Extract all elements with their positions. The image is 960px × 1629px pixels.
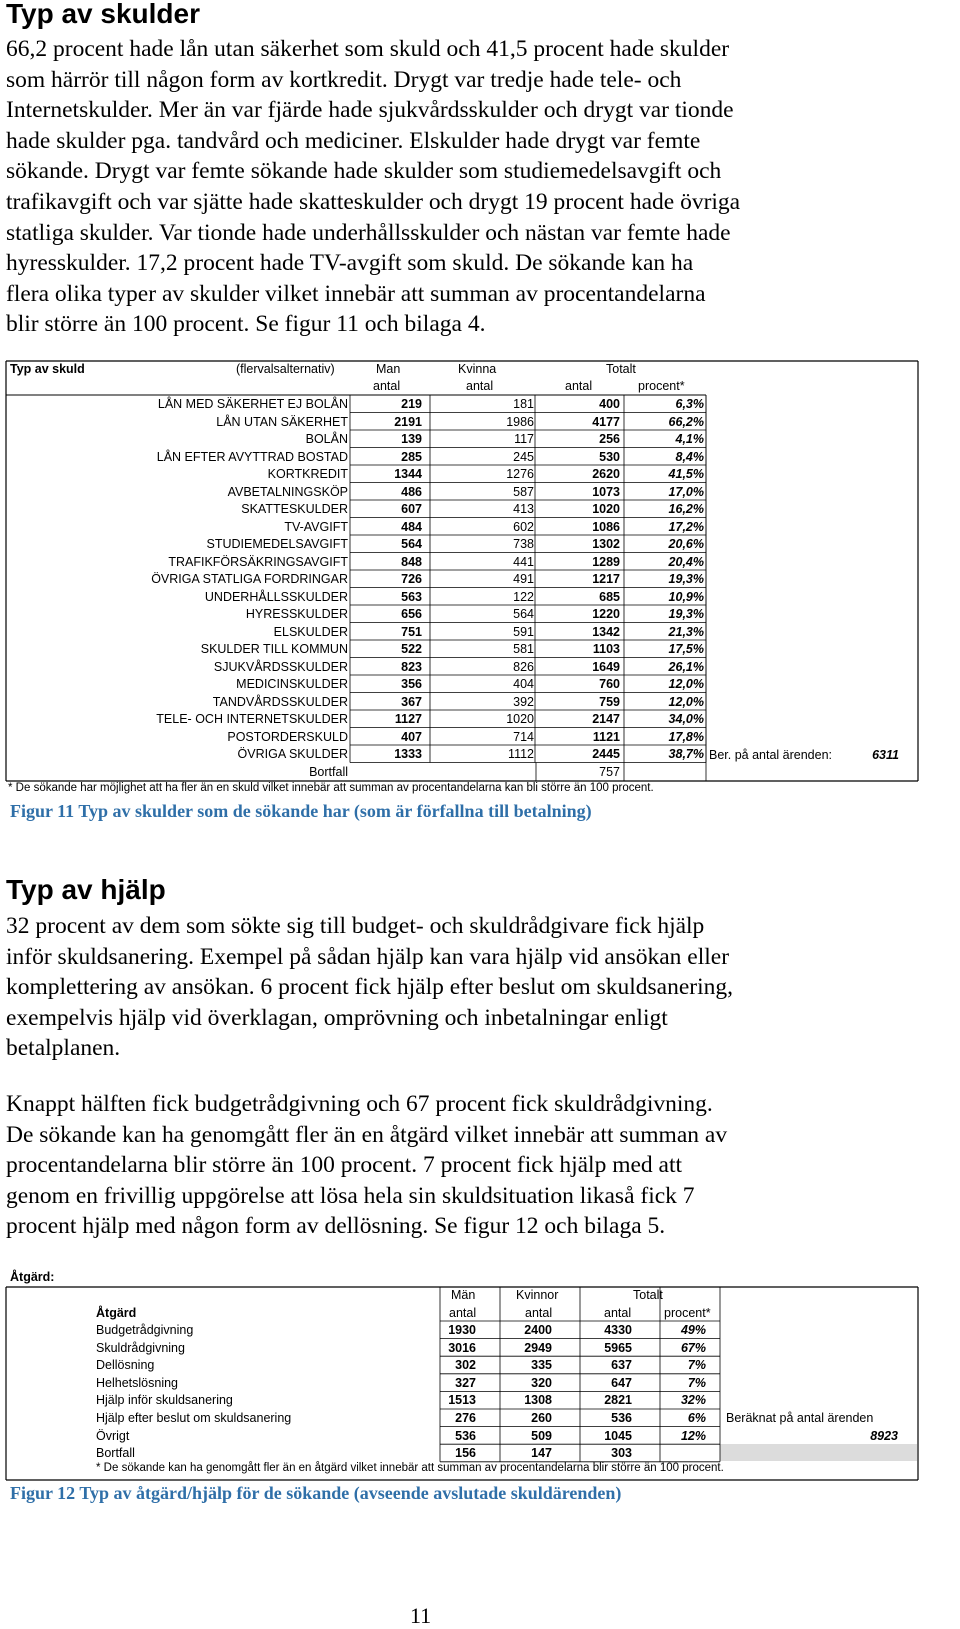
action-label: Dellösning <box>96 1358 155 1373</box>
cell-totalt-procent: 17,0% <box>668 484 704 499</box>
cell-totalt-antal: 1302 <box>592 537 620 551</box>
debt-type-label: TELE- OCH INTERNETSKULDER <box>156 712 348 726</box>
cell-man: 276 <box>455 1411 476 1425</box>
cell-totalt-procent: 34,0% <box>668 712 704 726</box>
text-line: komplettering av ansökan. 6 procent fick hjälp efter beslut om skuldsanering, <box>6 974 733 1001</box>
cell-totalt-antal: 647 <box>611 1375 632 1390</box>
cell-man: 564 <box>401 537 422 551</box>
cell-totalt-antal: 536 <box>611 1411 632 1425</box>
section-heading-typ-av-skulder: Typ av skulder <box>6 0 201 29</box>
cell-totalt-antal: 303 <box>611 1446 632 1461</box>
cell-totalt-antal: 1217 <box>592 572 620 586</box>
debt-type-label: SJUKVÅRDSSKULDER <box>213 659 348 674</box>
text-line: genom en frivillig uppgörelse att lösa hela sin skuldsituation likaså fick 7 <box>6 1182 695 1209</box>
cell-totalt-antal: 1121 <box>592 729 620 744</box>
cell-totalt-procent <box>650 1444 706 1462</box>
figure-11-caption: Figur 11 Typ av skulder som de sökande har (som är förfallna till betalning) <box>10 801 592 821</box>
text-line: hade skulder pga. tandvård och mediciner. Elskulder hade drygt var femte <box>6 127 701 154</box>
text-line: 32 procent av dem som sökte sig till budget- och skuldrådgivare fick hjälp <box>6 913 705 939</box>
text-line: exempelvis hjälp vid överklagan, omprövning och inbetalningar enligt <box>6 1004 668 1031</box>
cell-totalt-antal: 1220 <box>592 607 620 621</box>
action-label: Skuldrådgivning <box>96 1340 185 1355</box>
subheader-kvinnor-antal: antal <box>525 1306 553 1320</box>
subheader-man-antal: antal <box>449 1306 477 1320</box>
column-header-kvinna: Kvinna <box>458 362 497 376</box>
subheader-man-antal: antal <box>373 379 401 393</box>
column-header-man: Män <box>451 1288 476 1302</box>
text-line: inför skuldsanering. Exempel på sådan hjälp kan vara hjälp vid ansökan eller <box>6 943 730 970</box>
cell-totalt-procent: 17,8% <box>668 729 704 744</box>
cell-man: 536 <box>455 1428 476 1443</box>
cell-kvinnor: 509 <box>531 1428 552 1443</box>
cell-kvinna: 404 <box>513 677 534 691</box>
cell-man: 486 <box>401 484 422 499</box>
cell-totalt-procent: 12,0% <box>668 677 704 691</box>
column-header-atgard: Åtgärd <box>96 1306 137 1320</box>
cell-totalt-antal: 1020 <box>592 502 620 516</box>
cell-kvinnor: 335 <box>531 1358 552 1373</box>
subheader-kvinna-antal: antal <box>466 379 494 393</box>
cell-totalt-procent: 17,5% <box>668 642 704 656</box>
debt-type-label: TV-AVGIFT <box>284 519 348 534</box>
text-line: sökande. Drygt var femte sökande hade skulder som studiemedelsavgift och <box>6 158 722 185</box>
text-line: procent hjälp med någon form av dellösning. Se figur 12 och bilaga 5. <box>6 1213 666 1240</box>
cell-kvinnor: 320 <box>531 1375 552 1390</box>
column-header-man: Man <box>376 362 401 376</box>
cell-totalt-antal: 530 <box>599 449 620 464</box>
text-line: procentandelarna blir större än 100 procent. 7 procent fick hjälp med att <box>6 1152 683 1179</box>
cell-kvinna: 1986 <box>506 414 534 429</box>
cell-kvinna: 441 <box>513 554 534 569</box>
cell-man: 1344 <box>394 467 422 481</box>
cell-man: 726 <box>401 572 422 586</box>
cell-totalt-antal: 1045 <box>604 1428 632 1443</box>
debt-type-label: UNDERHÅLLSSKULDER <box>204 589 348 604</box>
cell-man: 407 <box>401 729 422 744</box>
action-label: Hjälp inför skuldsanering <box>96 1393 233 1408</box>
debt-type-label: BOLÅN <box>305 432 348 446</box>
cell-totalt-antal: 5965 <box>604 1340 632 1355</box>
cell-kvinnor: 1308 <box>524 1393 552 1408</box>
text-line: statliga skulder. Var tionde hade underhållsskulder och nästan var femte hade <box>6 219 731 246</box>
debt-type-label: POSTORDERSKULD <box>227 729 348 744</box>
table1-footnote: * De sökande har möjlighet att ha fler än en skuld vilket innebär att summan av procentandelarna kan bli större än 100 procent. <box>8 782 654 794</box>
cell-totalt-procent: 6,3% <box>675 397 704 411</box>
cell-kvinna: 826 <box>513 659 534 674</box>
cell-kvinna: 591 <box>513 624 534 639</box>
cell-kvinna: 581 <box>513 642 534 656</box>
table-subtitle: (flervalsalternativ) <box>236 362 335 376</box>
debt-type-label: ÖVRIGA SKULDER <box>237 747 348 761</box>
cell-kvinna: 181 <box>513 397 534 411</box>
cell-totalt-procent: 67% <box>680 1340 706 1355</box>
cell-totalt-procent: 7% <box>687 1375 706 1390</box>
cell-kvinna: 587 <box>513 484 534 499</box>
cell-totalt-antal: 1649 <box>592 659 620 674</box>
cell-totalt-antal: 759 <box>599 694 620 709</box>
cell-man: 1930 <box>448 1323 476 1337</box>
cell-man: 156 <box>455 1446 476 1461</box>
debt-type-label: TRAFIKFÖRSÄKRINGSAVGIFT <box>168 554 348 569</box>
cell-man: 139 <box>401 432 422 446</box>
cell-man: 607 <box>401 502 422 516</box>
cell-totalt-antal: 2445 <box>592 747 620 761</box>
ber-label: Beräknat på antal ärenden <box>726 1411 874 1425</box>
subheader-totalt-procent: procent* <box>664 1306 711 1320</box>
cell-totalt-procent: 20,6% <box>668 537 704 551</box>
column-header-totalt: Totalt <box>606 362 636 376</box>
cell-totalt-antal: 685 <box>599 589 620 604</box>
cell-man: 563 <box>401 589 422 604</box>
cell-man: 2191 <box>394 414 422 429</box>
cell-totalt-procent: 49% <box>680 1323 706 1337</box>
ber-value: 8923 <box>870 1429 898 1443</box>
cell-kvinna: 714 <box>513 729 534 744</box>
cell-man: 823 <box>401 659 422 674</box>
cell-totalt-antal: 4330 <box>604 1323 632 1337</box>
cell-totalt-antal: 2620 <box>592 467 620 481</box>
debt-type-label: STUDIEMEDELSAVGIFT <box>206 537 348 551</box>
debt-type-label: LÅN EFTER AVYTTRAD BOSTAD <box>156 449 348 464</box>
cell-man: 219 <box>401 397 422 411</box>
cell-man: 1333 <box>394 747 422 761</box>
text-line: 66,2 procent hade lån utan säkerhet som skuld och 41,5 procent hade skulder <box>6 36 730 62</box>
debt-type-label: MEDICINSKULDER <box>236 677 348 691</box>
cell-kvinna: 1112 <box>508 747 534 761</box>
debt-type-label: LÅN UTAN SÄKERHET <box>216 414 348 429</box>
cell-kvinna: 1020 <box>506 712 534 726</box>
table2-title: Åtgärd: <box>10 1270 55 1284</box>
cell-man: 367 <box>401 694 422 709</box>
action-label: Bortfall <box>96 1446 135 1461</box>
cell-kvinna: 1276 <box>506 467 534 481</box>
cell-totalt-procent: 4,1% <box>675 432 704 446</box>
text-line: De sökande kan ha genomgått fler än en åtgärd vilket innebär att summan av <box>6 1121 728 1148</box>
cell-man: 522 <box>401 642 422 656</box>
action-label: Budgetrådgivning <box>96 1323 194 1337</box>
text-line: flera olika typer av skulder vilket innebär att summan av procentandelarna <box>6 280 706 307</box>
cell-totalt-procent: 7% <box>687 1358 706 1373</box>
cell-totalt-procent: 19,3% <box>668 607 704 621</box>
cell-totalt-procent: 10,9% <box>668 589 704 604</box>
cell-man: 285 <box>401 449 422 464</box>
text-line: hyresskulder. 17,2 procent hade TV-avgift som skuld. De sökande kan ha <box>6 250 694 277</box>
debt-type-label: ÖVRIGA STATLIGA FORDRINGAR <box>151 572 348 586</box>
column-header-kvinnor: Kvinnor <box>516 1288 559 1302</box>
cell-kvinna: 245 <box>513 449 534 464</box>
cell-totalt-procent: 12,0% <box>668 694 704 709</box>
cell-totalt-procent: 12% <box>680 1428 706 1443</box>
bortfall-label: Bortfall <box>309 765 348 779</box>
cell-totalt-procent: 21,3% <box>668 624 704 639</box>
cell-kvinna: 602 <box>513 519 534 534</box>
cell-totalt-procent: 8,4% <box>675 449 704 464</box>
cell-kvinna: 564 <box>513 607 534 621</box>
cell-totalt-antal: 400 <box>599 397 620 411</box>
cell-man: 3016 <box>448 1340 476 1355</box>
cell-totalt-antal: 256 <box>599 432 620 446</box>
bortfall-value: 757 <box>599 765 620 779</box>
cell-kvinna: 413 <box>513 502 534 516</box>
page-number: 11 <box>410 1603 432 1628</box>
cell-totalt-antal: 4177 <box>592 414 620 429</box>
cell-kvinnor: 2949 <box>524 1340 552 1355</box>
cell-man: 356 <box>401 677 422 691</box>
cell-totalt-antal: 1073 <box>592 484 620 499</box>
column-header-totalt: Totalt <box>633 1288 663 1302</box>
debt-type-label: KORTKREDIT <box>267 467 348 481</box>
cell-totalt-antal: 760 <box>599 677 620 691</box>
cell-totalt-antal: 2821 <box>604 1393 632 1408</box>
debt-type-label: AVBETALNINGSKÖP <box>227 484 348 499</box>
cell-man: 751 <box>401 624 422 639</box>
cell-totalt-procent: 20,4% <box>668 554 704 569</box>
debt-type-label: SKATTESKULDER <box>241 502 348 516</box>
subheader-totalt-procent: procent* <box>638 379 685 393</box>
action-label: Hjälp efter beslut om skuldsanering <box>96 1411 292 1425</box>
figure-12-caption: Figur 12 Typ av åtgärd/hjälp för de sökande (avseende avslutade skuldärenden) <box>10 1483 622 1503</box>
table-title: Typ av skuld <box>10 362 85 376</box>
text-line: som härrör till någon form av kortkredit. Drygt var tredje hade tele- och <box>6 66 682 93</box>
cell-totalt-procent: 66,2% <box>668 414 704 429</box>
ber-label: Ber. på antal ärenden: <box>709 748 833 762</box>
text-line: Knappt hälften fick budgetrådgivning och 67 procent fick skuldrådgivning. <box>6 1091 713 1117</box>
cell-totalt-procent: 26,1% <box>668 659 704 674</box>
text-line: blir större än 100 procent. Se figur 11 och bilaga 4. <box>6 311 486 338</box>
cell-kvinnor: 2400 <box>524 1323 552 1337</box>
cell-totalt-antal: 1342 <box>592 624 620 639</box>
subheader-totalt-antal: antal <box>604 1306 632 1320</box>
cell-totalt-procent: 16,2% <box>668 502 704 516</box>
debt-type-label: ELSKULDER <box>273 624 348 639</box>
cell-kvinna: 738 <box>513 537 534 551</box>
cell-kvinnor: 260 <box>531 1411 552 1425</box>
cell-kvinnor: 147 <box>531 1446 552 1461</box>
debt-type-label: SKULDER TILL KOMMUN <box>200 642 348 656</box>
cell-totalt-procent: 32% <box>680 1393 706 1408</box>
debt-type-label: LÅN MED SÄKERHET EJ BOLÅN <box>157 397 348 411</box>
cell-kvinna: 122 <box>513 589 534 604</box>
section-heading-typ-av-hjalp: Typ av hjälp <box>6 874 166 905</box>
cell-totalt-antal: 1086 <box>592 519 620 534</box>
text-line: trafikavgift och var sjätte hade skatteskulder och drygt 19 procent hade övriga <box>6 188 741 215</box>
cell-kvinna: 117 <box>514 432 534 446</box>
cell-totalt-antal: 1289 <box>592 554 620 569</box>
cell-man: 327 <box>455 1375 476 1390</box>
cell-man: 848 <box>401 554 422 569</box>
cell-totalt-procent: 6% <box>687 1411 706 1425</box>
cell-man: 1513 <box>448 1393 476 1408</box>
cell-totalt-antal: 637 <box>611 1358 632 1373</box>
cell-man: 302 <box>455 1358 476 1373</box>
cell-man: 484 <box>401 519 422 534</box>
text-line: Internetskulder. Mer än var fjärde hade sjukvårdsskulder och drygt var tionde <box>6 97 734 124</box>
cell-totalt-antal: 1103 <box>592 642 620 656</box>
subheader-totalt-antal: antal <box>565 379 593 393</box>
cell-totalt-procent: 17,2% <box>668 519 704 534</box>
cell-kvinna: 491 <box>513 572 534 586</box>
table2-footnote: * De sökande kan ha genomgått fler än en åtgärd vilket innebär att summan av procentandelarna blir större än 100 procent. <box>96 1462 724 1474</box>
ber-value: 6311 <box>872 748 899 762</box>
text-line: betalplanen. <box>6 1035 121 1062</box>
action-label: Helhetslösning <box>96 1375 178 1390</box>
cell-kvinna: 392 <box>513 694 534 709</box>
cell-totalt-procent: 41,5% <box>668 467 704 481</box>
cell-totalt-antal: 2147 <box>592 712 620 726</box>
cell-totalt-procent: 19,3% <box>668 572 704 586</box>
debt-type-label: TANDVÅRDSSKULDER <box>212 694 348 709</box>
debt-type-label: HYRESSKULDER <box>245 607 348 621</box>
cell-man: 1127 <box>394 712 422 726</box>
cell-totalt-procent: 38,7% <box>668 747 704 761</box>
action-label: Övrigt <box>96 1428 130 1443</box>
cell-man: 656 <box>401 607 422 621</box>
